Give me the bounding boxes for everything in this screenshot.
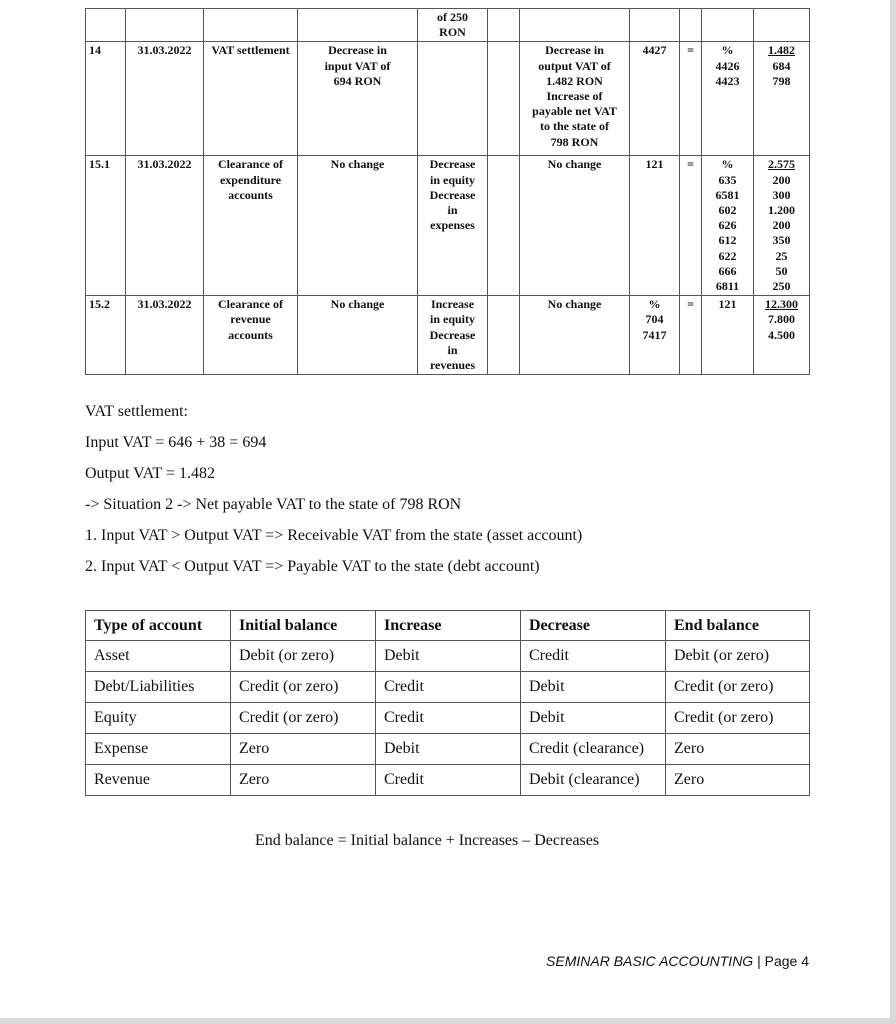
row-debit-account: 121 [630, 156, 680, 296]
table-cell: Credit (or zero) [666, 703, 810, 734]
row-operation: Clearance of revenue accounts [204, 296, 298, 375]
account-types-table [85, 610, 810, 796]
table-cell: Credit (or zero) [666, 672, 810, 703]
table-cell: Debit (clearance) [521, 765, 666, 796]
row-effect-b: Decrease in equity Decrease in expenses [418, 156, 488, 296]
table-cell: Debit [376, 734, 521, 765]
table-cell: Credit [376, 672, 521, 703]
row-effect-b: Increase in equity Decrease in revenues [418, 296, 488, 375]
table-cell: Debit [521, 672, 666, 703]
row-operation: Clearance of expenditure accounts [204, 156, 298, 296]
journal-table [85, 8, 810, 375]
row-number: 15.1 [86, 156, 126, 296]
table-cell: Credit [521, 641, 666, 672]
row-effect-b [418, 42, 488, 156]
prose-line: Input VAT = 646 + 38 = 694 [85, 434, 267, 451]
table-cell: Zero [666, 734, 810, 765]
table-cell: Revenue [86, 765, 231, 796]
row-date: 31.03.2022 [126, 42, 204, 156]
table-cell: Credit (clearance) [521, 734, 666, 765]
table-header-row [86, 611, 810, 641]
footer-separator: | [757, 953, 761, 969]
table-cell: Debit [376, 641, 521, 672]
column-header: Decrease [521, 611, 666, 641]
row-date: 31.03.2022 [126, 296, 204, 375]
prose-line: 2. Input VAT < Output VAT => Payable VAT to the state (debt account) [85, 558, 540, 575]
fragment-cell: of 250 RON [418, 9, 488, 42]
table-row [86, 641, 810, 672]
row-effect-c: Decrease in output VAT of 1.482 RON Increase of payable net VAT to the state of 798 RON [520, 42, 630, 156]
table-cell: Zero [666, 765, 810, 796]
table-cell: Credit [376, 765, 521, 796]
row-spacer [488, 156, 520, 296]
prose-heading: VAT settlement: [85, 403, 188, 420]
journal-row [86, 156, 810, 296]
table-cell: Equity [86, 703, 231, 734]
table-row [86, 672, 810, 703]
row-credit-accounts: 121 [702, 296, 754, 375]
prose-line: -> Situation 2 -> Net payable VAT to the state of 798 RON [85, 496, 462, 513]
table-cell: Zero [231, 765, 376, 796]
row-effect-a: Decrease in input VAT of 694 RON [298, 42, 418, 156]
footer-title: SEMINAR BASIC ACCOUNTING [546, 953, 754, 969]
table-cell: Zero [231, 734, 376, 765]
row-effect-a: No change [298, 156, 418, 296]
row-effect-c: No change [520, 156, 630, 296]
prose-line: 1. Input VAT > Output VAT => Receivable VAT from the state (asset account) [85, 527, 583, 544]
column-header: End balance [666, 611, 810, 641]
page-number: Page 4 [764, 953, 809, 969]
row-credit-accounts: % 635 6581 602 626 612 622 666 6811 [702, 156, 754, 296]
row-debit-account: 4427 [630, 42, 680, 156]
row-equals: = [680, 156, 702, 296]
row-amounts: 1.482 684 798 [754, 42, 810, 156]
table-cell: Debit (or zero) [666, 641, 810, 672]
row-amounts: 2.575 200 300 1.200 200 350 25 50 250 [754, 156, 810, 296]
table-cell: Credit [376, 703, 521, 734]
vat-settlement-text [85, 396, 582, 582]
row-number: 14 [86, 42, 126, 156]
table-cell: Debit [521, 703, 666, 734]
table-row [86, 765, 810, 796]
row-amounts: 12.300 7.800 4.500 [754, 296, 810, 375]
journal-row [86, 42, 810, 156]
row-equals: = [680, 42, 702, 156]
row-effect-a: No change [298, 296, 418, 375]
row-spacer [488, 42, 520, 156]
prose-line: Output VAT = 1.482 [85, 465, 215, 482]
table-cell: Expense [86, 734, 231, 765]
row-equals: = [680, 296, 702, 375]
row-spacer [488, 296, 520, 375]
column-header: Type of account [86, 611, 231, 641]
page-footer [546, 953, 809, 969]
row-number: 15.2 [86, 296, 126, 375]
row-effect-c: No change [520, 296, 630, 375]
column-header: Increase [376, 611, 521, 641]
row-debit-account: % 704 7417 [630, 296, 680, 375]
table-row [86, 703, 810, 734]
balance-formula: End balance = Initial balance + Increases – Decreases [255, 832, 600, 849]
journal-row [86, 296, 810, 375]
table-cell: Credit (or zero) [231, 703, 376, 734]
table-cell: Debt/Liabilities [86, 672, 231, 703]
table-cell: Debit (or zero) [231, 641, 376, 672]
column-header: Initial balance [231, 611, 376, 641]
row-credit-accounts: % 4426 4423 [702, 42, 754, 156]
journal-row-fragment [86, 9, 810, 42]
row-operation: VAT settlement [204, 42, 298, 156]
table-cell: Asset [86, 641, 231, 672]
table-row [86, 734, 810, 765]
row-date: 31.03.2022 [126, 156, 204, 296]
table-cell: Credit (or zero) [231, 672, 376, 703]
